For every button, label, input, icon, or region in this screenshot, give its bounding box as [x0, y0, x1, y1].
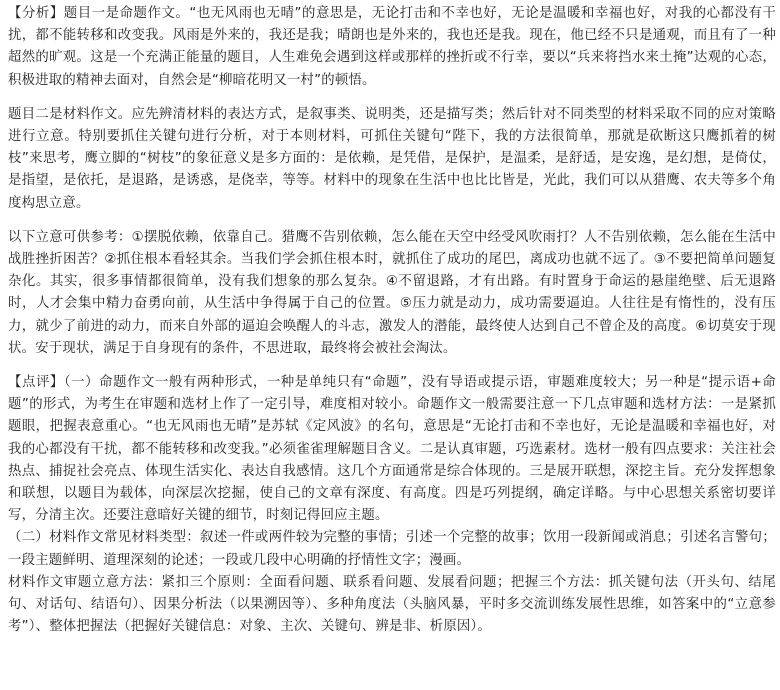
paragraph-gap	[8, 360, 776, 372]
analysis-paragraph-topic-one: 【分析】题目一是命题作文。“也无风雨也无晴”的意思是，无论打击和不幸也好，无论是温暖和幸福也好，对我的心都没有干扰，都不能转移和改变我。风雨是外来的，我还是我；晴朗也是外来的，我也还是我。现在，他已经不只是通观，而且有了一种超然的旷观。这是一个充满正能量的题目，人生难免会遇到这样或那样的挫折或不行幸，要以“兵来将挡水来土掩”达观的心态，积极进取的精神去面对，自然会是“柳暗花明又一村”的顿悟。	[8, 6, 776, 88]
comment-paragraph-proposition-essay: 【点评】（一）命题作文一般有两种形式，一种是单纯只有“命题”，没有导语或提示语，审题难度较大；另一种是“提示语+命题”的形式，为考生在审题和选材上作了一定引导，难度相对较小。命题作文一般需要注意一下几点审题和选材方法：一是紧抓题眼，把握表意重心。“也无风雨也无晴”是苏轼《定风波》的名句，意思是“无论打击和不幸也好，无论是温暖和幸福也好，对我的心都没有干扰，都不能转移和改变我。”必须雀雀理解题目含义。二是认真审题，巧选素材。选材一般有四点要求：关注社会热点、捕捉社会亮点、体现生活实化、表达自我感情。这几个方面通常是综合体现的。三是展开联想，深挖主旨。充分发挥想象和联想，以题目为载体，向深层次挖掘，使自己的文章有深度、有高度。四是巧列提纲，确定详略。与中心思想关系密切要详写，分清主次。还要注意暗好关键的细节，时刻记得回应主题。	[8, 375, 776, 524]
comment-paragraph-material-methods: 材料作文审题立意方法：紧扣三个原则：全面看问题、联系看问题、发展看问题；把握三个方法：抓关键句法（开头句、结尾句、对话句、结语句）、因果分析法（以果溯因等）、多种角度法（头脑风暴，平时多交流训练发展性思维，如答案中的“立意参考”）、整体把握法（把握好关键信息：对象、主次、关键句、辨是非、析原因）。	[8, 574, 776, 635]
paragraph-gap	[8, 215, 776, 227]
paragraph-gap	[8, 92, 776, 104]
analysis-paragraph-topic-two: 题目二是材料作文。应先辨清材料的表达方式，是叙事类、说明类，还是描写类；然后针对不同类型的材料采取不同的应对策略进行立意。特别要抓住关键句进行分析，对于本则材料，可抓住关键句“陛下，我的方法很简单，那就是砍断这只鹰抓着的树枝”来思考，鹰立脚的“树枝”的象征意义是多方面的：是依赖，是凭借，是保护，是温柔，是舒适，是安逸，是幻想，是倚仗，是指望，是依托，是退路，是诱惑，是侥幸，等等。材料中的现象在生活中也比比皆是，光此，我们可以从猎鹰、农夫等多个角度构思立意。	[8, 106, 776, 211]
comment-paragraph-material-types: （二）材料作文常见材料类型：叙述一件或两件较为完整的事情；引述一个完整的故事；饮用一段新闻或消息；引述名言警句；一段主题鲜明、道理深刻的论述；一段或几段中心明确的抒情性文字；漫画。	[8, 530, 776, 568]
analysis-paragraph-reference-ideas: 以下立意可供参考：①摆脱依赖，依靠自己。猎鹰不告别依赖，怎么能在天空中经受风吹雨打？人不告别依赖，怎么能在生活中战胜挫折困苦？②抓住根本看轻其余。当我们学会抓住根本时，就抓住了成功的尾巴，离成功也就不远了。③不要把简单问题复杂化。其实，很多事情都很简单，没有我们想象的那么复杂。④不留退路，才有出路。有时置身于命运的悬崖绝壁、后无退路时，人才会集中精力奋勇向前，从生活中争得属于自己的位置。⑤压力就是动力，成功需要逼迫。人往往是有惰性的，没有压力，就少了前进的动力，而来自外部的逼迫会唤醒人的斗志，激发人的潜能，最终使人达到自己不曾企及的高度。⑥切莫安于现状。安于现状，满足于自身现有的条件，不思进取，最终将会被社会淘汰。	[8, 229, 776, 356]
